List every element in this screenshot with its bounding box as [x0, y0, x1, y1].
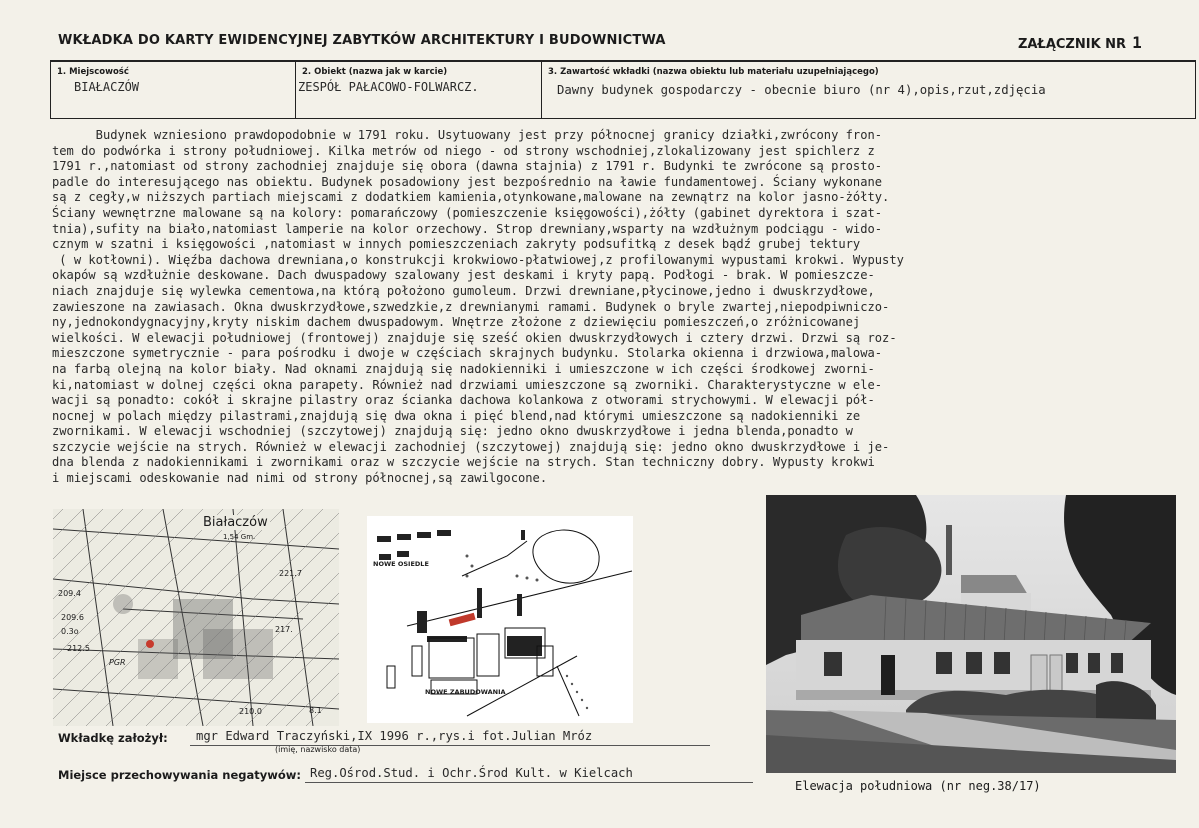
- site-plan-label: NOWE OSIEDLE: [373, 560, 429, 568]
- insert-author-hint: (imię, nazwisko data): [275, 745, 361, 754]
- building-photo-drawing: [766, 495, 1176, 773]
- description-line: są z cegły,w niższych partiach miejscami z dodatkiem kamienia,otynkowane,malowane na zewnątrz na kolor jasno-żółty.: [52, 190, 890, 205]
- description-line: wielkości. W elewacji południowej (frontowej) znajduje się sześć okien dwuskrzydłowych i cztery drzwi. Drzwi są roz-: [52, 330, 897, 345]
- frame-right: [1195, 60, 1196, 118]
- description-line: 1791 r.,natomiast od strony zachodniej znajduje się obora (dawna stajnia) z 1791 r. Budynki te zwrócone są prosto-: [52, 159, 883, 174]
- description-line: tem do podwórka i strony południowej. Kilka metrów od niego - od strony wschodniej,zlokalizowany jest spichlerz z: [52, 143, 875, 158]
- map-scale: 1,54 Gm.: [223, 533, 256, 541]
- description-line: ny,jednokondygnacyjny,kryty niskim dachem dwuspadowym. Wnętrze złożone z dziewięciu pomieszczeń,o zróżnicowanej: [52, 315, 861, 330]
- description-line: Ściany wewnętrzne malowane są na kolory: pomarańczowy (pomieszczenie księgowości),żółty (gabinet dyrektora i szat-: [52, 205, 883, 220]
- negative-storage-line: [305, 782, 753, 783]
- map-label: 212.5: [67, 644, 90, 653]
- field-divider-1: [295, 60, 296, 118]
- map-label: 217.: [275, 625, 293, 634]
- photo-caption: Elewacja południowa (nr neg.38/17): [795, 779, 1041, 793]
- map-label: 210.0: [239, 707, 262, 716]
- description-line: na farbą olejną na kolor biały. Nad oknami znajdują się nadokienniki i umieszczone w ich części środkowej zworni-: [52, 361, 875, 376]
- description-line: niach znajduje się wylewka cementowa,na którą położono gumoleum. Drzwi drewniane,płycinowe,jedno i dwuskrzydłowe,: [52, 283, 875, 298]
- town-value: BIAŁACZÓW: [74, 80, 140, 94]
- map-label: 8.1: [309, 706, 322, 715]
- content-value: Dawny budynek gospodarczy - obecnie biuro (nr 4),opis,rzut,zdjęcia: [557, 83, 1046, 97]
- field-divider-2: [541, 60, 542, 118]
- description-line: cznym w szatni i księgowości ,natomiast w innych pomieszczeniach zakryty podsufitką z desek bądź grubej tektury: [52, 237, 861, 252]
- insert-author-label: Wkładkę założył:: [58, 731, 168, 745]
- description-line: padle do interesującego nas obiektu. Budynek posadowiony jest bezpośrednio na ławie fundamentowej. Ściany wykonane: [52, 174, 883, 189]
- town-map: [53, 509, 339, 726]
- content-label: 3. Zawartość wkładki (nazwa obiektu lub materiału uzupełniającego): [548, 67, 879, 77]
- insert-author-value: mgr Edward Traczyński,IX 1996 r.,rys.i fot.Julian Mróz: [196, 729, 593, 743]
- map-label: 209.6: [61, 613, 84, 622]
- site-plan-label: NOWE ZABUDOWANIA: [425, 688, 506, 696]
- object-label: 2. Obiekt (nazwa jak w karcie): [302, 67, 448, 77]
- map-title: Białaczów: [203, 515, 268, 530]
- description-line: Budynek wzniesiono prawdopodobnie w 1791 roku. Usytuowany jest przy północnej granicy działki,zwrócony fron-: [52, 128, 883, 142]
- fields-rule: [50, 118, 1196, 119]
- map-label: 0.3o: [61, 627, 79, 636]
- frame-left: [50, 60, 51, 118]
- site-plan: [367, 516, 633, 723]
- document-title: WKŁADKA DO KARTY EWIDENCYJNEJ ZABYTKÓW ARCHITEKTURY I BUDOWNICTWA: [58, 33, 666, 48]
- map-label: PGR: [109, 658, 126, 667]
- description-line: zwornikami. W elewacji wschodniej (szczytowej) znajdują się: jedno okno dwuskrzydłowe i jedna blenda,ponadto w: [52, 424, 853, 439]
- description-line: nocnej w polach między pilastrami,znajdują się dwa okna i pięć blend,nad którymi umieszczone są nadokienniki ze: [52, 408, 861, 423]
- description-line: okapów są wzdłużnie deskowane. Dach dwuspadowy szalowany jest deskami i kryty papą. Podłogi - brak. W pomieszcze-: [52, 268, 875, 283]
- town-map-drawing: [53, 509, 339, 726]
- description-line: dna blenda z nadokiennikami i zwornikami oraz w szczycie wejście na strych. Stan techniczny dobry. Wypusty krokwi: [52, 455, 875, 470]
- description-line: szczycie wejście na strych. Również w elewacji zachodniej (szczytowej) znajdują się: jedno okno dwuskrzydłowe i je-: [52, 439, 890, 454]
- description-line: i miejscami odeskowanie nad nimi od strony północnej,są zawilgocone.: [52, 471, 548, 486]
- town-label: 1. Miejscowość: [57, 67, 129, 77]
- description-line: mieszczone symetrycznie - para pośrodku i dwoje w częściach skrajnych budynku. Stolarka okienna i drzwiowa,malowa-: [52, 346, 883, 361]
- annex-label: [1018, 33, 1142, 52]
- insert-author-line: [190, 745, 710, 746]
- description-line: zawieszone na zawiasach. Okna dwuskrzydłowe,szwedzkie,z drewnianymi ramami. Budynek o bryle zwartej,niepodpiwniczo-: [52, 299, 890, 314]
- description-line: tnia),sufity na biało,natomiast lamperie na kolor orzechowy. Strop drewniany,wsparty na wzdłużnym podciągu - wido-: [52, 221, 883, 236]
- negative-storage-value: Reg.Ośrod.Stud. i Ochr.Środ Kult. w Kielcach: [310, 766, 633, 780]
- map-label: 209.4: [58, 589, 81, 598]
- annex-label-text: ZAŁĄCZNIK NR: [1018, 37, 1127, 52]
- annex-number: 1: [1132, 33, 1142, 52]
- description-line: ( w kotłowni). Więźba dachowa drewniana,o konstrukcji krokwiowo-płatwiowej,z profilowanymi wypustami krokwi. Wypusty: [52, 252, 904, 267]
- description-line: wacji są ponadto: cokół i skrajne pilastry oraz ścianka dachowa kolankowa z otworami strychowymi. W elewacji pół-: [52, 393, 875, 408]
- map-label: 221.7: [279, 569, 302, 578]
- negative-storage-label: Miejsce przechowywania negatywów:: [58, 768, 302, 782]
- description-line: ki,natomiast w dolnej części okna parapety. Również nad drzwiami umieszczone są zworniki. Charakterystyczne w ele-: [52, 377, 883, 392]
- object-value: ZESPÓŁ PAŁACOWO-FOLWARCZ.: [298, 80, 479, 94]
- header-rule: [50, 60, 1196, 62]
- building-photo: [766, 495, 1176, 773]
- description-text: [52, 128, 1196, 487]
